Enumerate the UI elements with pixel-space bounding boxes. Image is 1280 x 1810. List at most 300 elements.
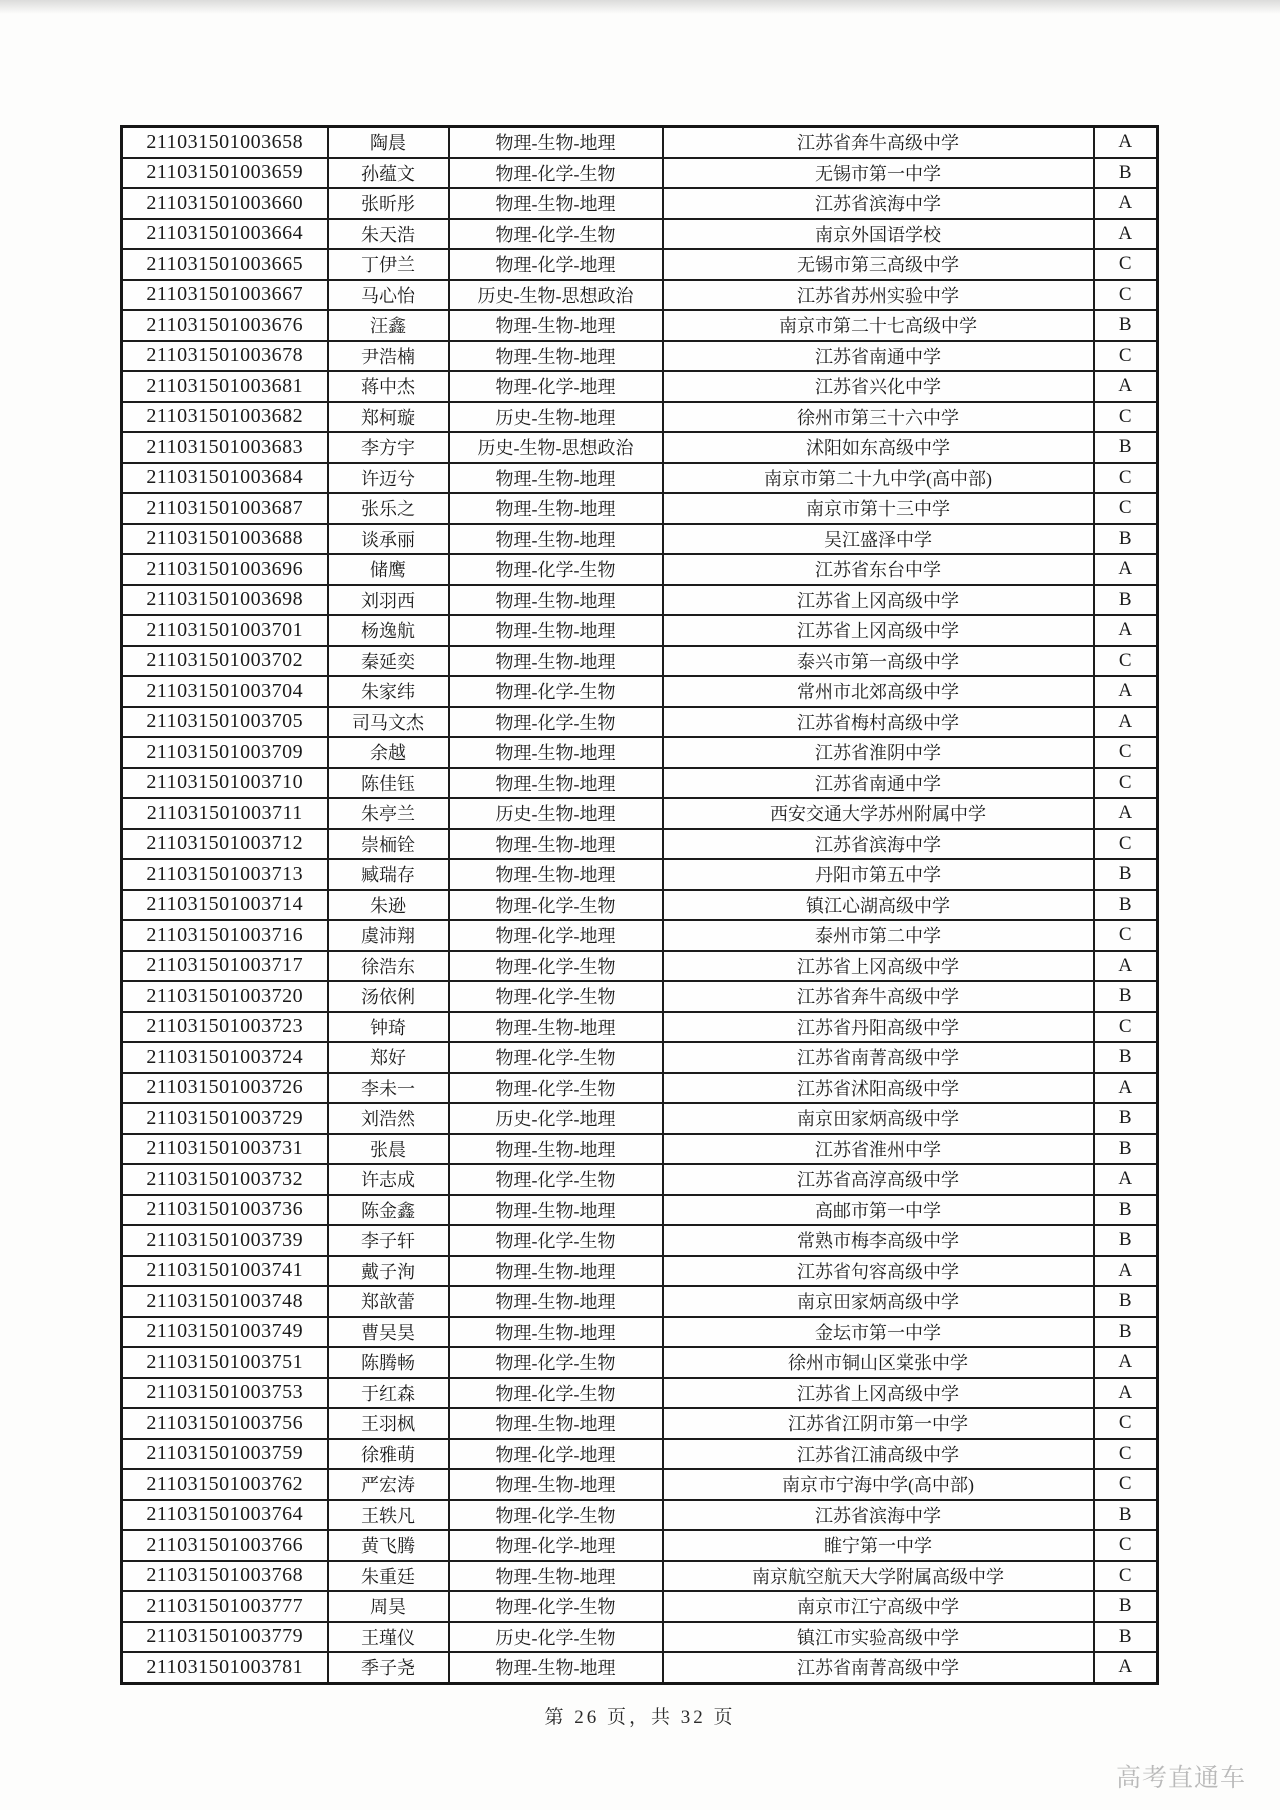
grade-cell: C	[1094, 1561, 1158, 1592]
candidate-name-cell: 周昊	[328, 1591, 449, 1622]
candidate-id-cell: 211031501003681	[122, 371, 328, 402]
school-name-cell: 睢宁第一中学	[663, 1530, 1094, 1561]
school-name-cell: 江苏省丹阳高级中学	[663, 1012, 1094, 1043]
grade-cell: A	[1094, 1256, 1158, 1287]
candidate-id-cell: 211031501003687	[122, 493, 328, 524]
school-name-cell: 江苏省滨海中学	[663, 188, 1094, 219]
school-name-cell: 常熟市梅李高级中学	[663, 1225, 1094, 1256]
subject-combination-cell: 物理-生物-地理	[449, 1195, 663, 1226]
grade-cell: B	[1094, 1591, 1158, 1622]
subject-combination-cell: 物理-生物-地理	[449, 310, 663, 341]
candidate-name-cell: 陈金鑫	[328, 1195, 449, 1226]
grade-cell: C	[1094, 1530, 1158, 1561]
table-row	[122, 1164, 1158, 1195]
school-name-cell: 南京市第十三中学	[663, 493, 1094, 524]
school-name-cell: 常州市北郊高级中学	[663, 676, 1094, 707]
subject-combination-cell: 物理-化学-地理	[449, 371, 663, 402]
candidate-name-cell: 朱家纬	[328, 676, 449, 707]
table-row	[122, 1225, 1158, 1256]
grade-cell: B	[1094, 981, 1158, 1012]
candidate-id-cell: 211031501003716	[122, 920, 328, 951]
candidate-name-cell: 郑好	[328, 1042, 449, 1073]
candidate-id-cell: 211031501003748	[122, 1286, 328, 1317]
school-name-cell: 江苏省滨海中学	[663, 1500, 1094, 1531]
candidate-name-cell: 孙蕴文	[328, 158, 449, 189]
table-row	[122, 890, 1158, 921]
candidate-id-cell: 211031501003658	[122, 127, 328, 158]
school-name-cell: 江苏省上冈高级中学	[663, 1378, 1094, 1409]
table-row	[122, 707, 1158, 738]
table-row	[122, 1134, 1158, 1165]
school-name-cell: 南京市第二十九中学(高中部)	[663, 463, 1094, 494]
table-row	[122, 829, 1158, 860]
candidate-name-cell: 余越	[328, 737, 449, 768]
table-row	[122, 1622, 1158, 1653]
candidate-name-cell: 郑歆蕾	[328, 1286, 449, 1317]
table-row	[122, 341, 1158, 372]
subject-combination-cell: 历史-生物-思想政治	[449, 432, 663, 463]
school-name-cell: 江苏省南通中学	[663, 341, 1094, 372]
school-name-cell: 江苏省东台中学	[663, 554, 1094, 585]
subject-combination-cell: 物理-化学-生物	[449, 1073, 663, 1104]
school-name-cell: 无锡市第三高级中学	[663, 249, 1094, 280]
table-row	[122, 219, 1158, 250]
candidate-id-cell: 211031501003704	[122, 676, 328, 707]
grade-cell: C	[1094, 402, 1158, 433]
table-row	[122, 554, 1158, 585]
candidate-id-cell: 211031501003777	[122, 1591, 328, 1622]
grade-cell: C	[1094, 463, 1158, 494]
watermark-text: 高考直通车	[1115, 1765, 1246, 1792]
table-row	[122, 768, 1158, 799]
subject-combination-cell: 物理-生物-地理	[449, 341, 663, 372]
table-row	[122, 1012, 1158, 1043]
candidate-name-cell: 李方宇	[328, 432, 449, 463]
candidate-id-cell: 211031501003667	[122, 280, 328, 311]
candidate-name-cell: 徐浩东	[328, 951, 449, 982]
candidate-id-cell: 211031501003729	[122, 1103, 328, 1134]
grade-cell: B	[1094, 310, 1158, 341]
school-name-cell: 南京市宁海中学(高中部)	[663, 1469, 1094, 1500]
candidate-id-cell: 211031501003731	[122, 1134, 328, 1165]
grade-cell: A	[1094, 1164, 1158, 1195]
grade-cell: B	[1094, 1286, 1158, 1317]
subject-combination-cell: 物理-生物-地理	[449, 127, 663, 158]
candidate-id-cell: 211031501003756	[122, 1408, 328, 1439]
table-row	[122, 127, 1158, 158]
grade-cell: C	[1094, 646, 1158, 677]
grade-cell: A	[1094, 188, 1158, 219]
subject-combination-cell: 物理-化学-生物	[449, 1347, 663, 1378]
table-row	[122, 1073, 1158, 1104]
table-row	[122, 1256, 1158, 1287]
candidate-name-cell: 季子尧	[328, 1652, 449, 1683]
school-name-cell: 江苏省上冈高级中学	[663, 585, 1094, 616]
candidate-id-cell: 211031501003678	[122, 341, 328, 372]
candidate-name-cell: 张乐之	[328, 493, 449, 524]
school-name-cell: 镇江市实验高级中学	[663, 1622, 1094, 1653]
school-name-cell: 高邮市第一中学	[663, 1195, 1094, 1226]
table-row	[122, 585, 1158, 616]
grade-cell: A	[1094, 1652, 1158, 1683]
school-name-cell: 江苏省南菁高级中学	[663, 1652, 1094, 1683]
school-name-cell: 江苏省南通中学	[663, 768, 1094, 799]
candidate-id-cell: 211031501003688	[122, 524, 328, 555]
school-name-cell: 江苏省淮阴中学	[663, 737, 1094, 768]
grade-cell: A	[1094, 798, 1158, 829]
candidate-name-cell: 钟琦	[328, 1012, 449, 1043]
grade-cell: C	[1094, 249, 1158, 280]
subject-combination-cell: 物理-化学-生物	[449, 707, 663, 738]
subject-combination-cell: 物理-化学-生物	[449, 554, 663, 585]
candidate-name-cell: 李未一	[328, 1073, 449, 1104]
table-row	[122, 310, 1158, 341]
candidate-id-cell: 211031501003726	[122, 1073, 328, 1104]
subject-combination-cell: 物理-化学-生物	[449, 676, 663, 707]
grade-cell: C	[1094, 493, 1158, 524]
candidate-id-cell: 211031501003664	[122, 219, 328, 250]
subject-combination-cell: 历史-生物-思想政治	[449, 280, 663, 311]
school-name-cell: 江苏省上冈高级中学	[663, 615, 1094, 646]
candidate-id-cell: 211031501003711	[122, 798, 328, 829]
table-row	[122, 463, 1158, 494]
subject-combination-cell: 物理-生物-地理	[449, 737, 663, 768]
candidate-name-cell: 丁伊兰	[328, 249, 449, 280]
candidate-name-cell: 臧瑞存	[328, 859, 449, 890]
grade-cell: C	[1094, 768, 1158, 799]
table-row	[122, 1652, 1158, 1683]
grade-cell: C	[1094, 1408, 1158, 1439]
candidate-id-cell: 211031501003717	[122, 951, 328, 982]
subject-combination-cell: 物理-生物-地理	[449, 1256, 663, 1287]
subject-combination-cell: 物理-化学-地理	[449, 249, 663, 280]
table-row	[122, 615, 1158, 646]
candidate-id-cell: 211031501003766	[122, 1530, 328, 1561]
school-name-cell: 江苏省奔牛高级中学	[663, 127, 1094, 158]
candidate-id-cell: 211031501003759	[122, 1439, 328, 1470]
candidate-name-cell: 尹浩楠	[328, 341, 449, 372]
table-row	[122, 432, 1158, 463]
candidate-name-cell: 司马文杰	[328, 707, 449, 738]
school-name-cell: 江苏省南菁高级中学	[663, 1042, 1094, 1073]
grade-cell: A	[1094, 1347, 1158, 1378]
grade-cell: C	[1094, 829, 1158, 860]
school-name-cell: 南京市第二十七高级中学	[663, 310, 1094, 341]
school-name-cell: 江苏省沭阳高级中学	[663, 1073, 1094, 1104]
grade-cell: B	[1094, 432, 1158, 463]
subject-combination-cell: 物理-生物-地理	[449, 1134, 663, 1165]
grade-cell: A	[1094, 1378, 1158, 1409]
subject-combination-cell: 物理-生物-地理	[449, 859, 663, 890]
candidate-name-cell: 陶晨	[328, 127, 449, 158]
school-name-cell: 江苏省淮州中学	[663, 1134, 1094, 1165]
subject-combination-cell: 物理-生物-地理	[449, 188, 663, 219]
candidate-id-cell: 211031501003779	[122, 1622, 328, 1653]
subject-combination-cell: 物理-化学-生物	[449, 1225, 663, 1256]
subject-combination-cell: 物理-化学-生物	[449, 1378, 663, 1409]
candidate-id-cell: 211031501003709	[122, 737, 328, 768]
grade-cell: C	[1094, 1469, 1158, 1500]
table-row	[122, 1103, 1158, 1134]
school-name-cell: 吴江盛泽中学	[663, 524, 1094, 555]
table-row	[122, 493, 1158, 524]
table-row	[122, 1500, 1158, 1531]
grade-cell: A	[1094, 951, 1158, 982]
school-name-cell: 江苏省高淳高级中学	[663, 1164, 1094, 1195]
subject-combination-cell: 物理-生物-地理	[449, 615, 663, 646]
candidate-name-cell: 朱逊	[328, 890, 449, 921]
school-name-cell: 丹阳市第五中学	[663, 859, 1094, 890]
candidate-name-cell: 许迈兮	[328, 463, 449, 494]
candidate-name-cell: 李子轩	[328, 1225, 449, 1256]
subject-combination-cell: 历史-化学-生物	[449, 1622, 663, 1653]
grade-cell: B	[1094, 1317, 1158, 1348]
school-name-cell: 江苏省奔牛高级中学	[663, 981, 1094, 1012]
subject-combination-cell: 物理-生物-地理	[449, 1317, 663, 1348]
candidate-name-cell: 马心怡	[328, 280, 449, 311]
subject-combination-cell: 物理-化学-地理	[449, 920, 663, 951]
subject-combination-cell: 物理-生物-地理	[449, 493, 663, 524]
candidate-id-cell: 211031501003764	[122, 1500, 328, 1531]
subject-combination-cell: 物理-生物-地理	[449, 463, 663, 494]
candidate-name-cell: 刘羽西	[328, 585, 449, 616]
school-name-cell: 南京航空航天大学附属高级中学	[663, 1561, 1094, 1592]
subject-combination-cell: 物理-化学-生物	[449, 158, 663, 189]
table-row	[122, 1317, 1158, 1348]
candidate-name-cell: 陈佳钰	[328, 768, 449, 799]
candidate-name-cell: 于红森	[328, 1378, 449, 1409]
school-name-cell: 江苏省江浦高级中学	[663, 1439, 1094, 1470]
grade-cell: B	[1094, 585, 1158, 616]
subject-combination-cell: 物理-化学-地理	[449, 1439, 663, 1470]
candidate-id-cell: 211031501003739	[122, 1225, 328, 1256]
candidate-id-cell: 211031501003702	[122, 646, 328, 677]
candidate-name-cell: 秦延奕	[328, 646, 449, 677]
candidate-id-cell: 211031501003660	[122, 188, 328, 219]
school-name-cell: 南京田家炳高级中学	[663, 1103, 1094, 1134]
table-row	[122, 280, 1158, 311]
school-name-cell: 江苏省梅村高级中学	[663, 707, 1094, 738]
grade-cell: B	[1094, 1225, 1158, 1256]
table-row	[122, 1561, 1158, 1592]
candidate-name-cell: 黄飞腾	[328, 1530, 449, 1561]
table-row	[122, 737, 1158, 768]
grade-cell: A	[1094, 615, 1158, 646]
subject-combination-cell: 物理-生物-地理	[449, 1561, 663, 1592]
candidate-name-cell: 杨逸航	[328, 615, 449, 646]
school-name-cell: 江苏省滨海中学	[663, 829, 1094, 860]
candidate-name-cell: 王羽枫	[328, 1408, 449, 1439]
subject-combination-cell: 物理-生物-地理	[449, 1652, 663, 1683]
subject-combination-cell: 物理-化学-生物	[449, 981, 663, 1012]
subject-combination-cell: 物理-生物-地理	[449, 1469, 663, 1500]
candidate-id-cell: 211031501003676	[122, 310, 328, 341]
table-row	[122, 524, 1158, 555]
school-name-cell: 南京田家炳高级中学	[663, 1286, 1094, 1317]
candidate-name-cell: 储鹰	[328, 554, 449, 585]
candidate-name-cell: 刘浩然	[328, 1103, 449, 1134]
table-row	[122, 676, 1158, 707]
table-row	[122, 1591, 1158, 1622]
candidate-name-cell: 崇栭铨	[328, 829, 449, 860]
grade-cell: C	[1094, 280, 1158, 311]
table-row	[122, 981, 1158, 1012]
candidate-id-cell: 211031501003768	[122, 1561, 328, 1592]
subject-combination-cell: 物理-化学-生物	[449, 219, 663, 250]
table-row	[122, 951, 1158, 982]
grade-cell: C	[1094, 737, 1158, 768]
grade-cell: A	[1094, 1073, 1158, 1104]
subject-combination-cell: 物理-化学-生物	[449, 1591, 663, 1622]
table-row	[122, 859, 1158, 890]
subject-combination-cell: 物理-化学-生物	[449, 1164, 663, 1195]
grade-cell: C	[1094, 1012, 1158, 1043]
school-name-cell: 南京市江宁高级中学	[663, 1591, 1094, 1622]
candidate-id-cell: 211031501003665	[122, 249, 328, 280]
grade-cell: B	[1094, 1103, 1158, 1134]
subject-combination-cell: 历史-生物-地理	[449, 798, 663, 829]
grade-cell: A	[1094, 219, 1158, 250]
candidate-name-cell: 蒋中杰	[328, 371, 449, 402]
table-row	[122, 188, 1158, 219]
grade-cell: C	[1094, 920, 1158, 951]
candidate-name-cell: 陈腾畅	[328, 1347, 449, 1378]
subject-combination-cell: 物理-生物-地理	[449, 1408, 663, 1439]
candidate-name-cell: 张晨	[328, 1134, 449, 1165]
subject-combination-cell: 物理-化学-生物	[449, 1042, 663, 1073]
subject-combination-cell: 物理-生物-地理	[449, 768, 663, 799]
grade-cell: B	[1094, 524, 1158, 555]
page-number-footer: 第 26 页，共 32 页	[544, 1707, 736, 1728]
candidate-id-cell: 211031501003714	[122, 890, 328, 921]
table-row	[122, 920, 1158, 951]
grade-cell: B	[1094, 1500, 1158, 1531]
subject-combination-cell: 物理-化学-生物	[449, 951, 663, 982]
results-table	[120, 125, 1159, 1685]
candidate-id-cell: 211031501003762	[122, 1469, 328, 1500]
school-name-cell: 徐州市铜山区棠张中学	[663, 1347, 1094, 1378]
candidate-name-cell: 朱亭兰	[328, 798, 449, 829]
candidate-id-cell: 211031501003684	[122, 463, 328, 494]
school-name-cell: 泰州市第二中学	[663, 920, 1094, 951]
subject-combination-cell: 物理-生物-地理	[449, 524, 663, 555]
table-row	[122, 1286, 1158, 1317]
grade-cell: A	[1094, 676, 1158, 707]
grade-cell: A	[1094, 371, 1158, 402]
table-row	[122, 646, 1158, 677]
grade-cell: B	[1094, 158, 1158, 189]
grade-cell: B	[1094, 859, 1158, 890]
table-row	[122, 371, 1158, 402]
candidate-id-cell: 211031501003712	[122, 829, 328, 860]
candidate-name-cell: 王瑾仪	[328, 1622, 449, 1653]
candidate-name-cell: 朱天浩	[328, 219, 449, 250]
school-name-cell: 江苏省苏州实验中学	[663, 280, 1094, 311]
subject-combination-cell: 物理-化学-生物	[449, 890, 663, 921]
candidate-name-cell: 虞沛翔	[328, 920, 449, 951]
table-row	[122, 158, 1158, 189]
subject-combination-cell: 历史-生物-地理	[449, 402, 663, 433]
table-row	[122, 1378, 1158, 1409]
school-name-cell: 镇江心湖高级中学	[663, 890, 1094, 921]
candidate-id-cell: 211031501003732	[122, 1164, 328, 1195]
school-name-cell: 南京外国语学校	[663, 219, 1094, 250]
subject-combination-cell: 物理-生物-地理	[449, 1286, 663, 1317]
grade-cell: B	[1094, 1195, 1158, 1226]
candidate-id-cell: 211031501003749	[122, 1317, 328, 1348]
table-row	[122, 1530, 1158, 1561]
grade-cell: C	[1094, 341, 1158, 372]
candidate-id-cell: 211031501003753	[122, 1378, 328, 1409]
candidate-name-cell: 郑柯璇	[328, 402, 449, 433]
candidate-id-cell: 211031501003713	[122, 859, 328, 890]
candidate-id-cell: 211031501003781	[122, 1652, 328, 1683]
table-row	[122, 1042, 1158, 1073]
table-row	[122, 798, 1158, 829]
grade-cell: B	[1094, 1134, 1158, 1165]
school-name-cell: 徐州市第三十六中学	[663, 402, 1094, 433]
candidate-id-cell: 211031501003701	[122, 615, 328, 646]
grade-cell: A	[1094, 127, 1158, 158]
candidate-id-cell: 211031501003736	[122, 1195, 328, 1226]
candidate-id-cell: 211031501003720	[122, 981, 328, 1012]
grade-cell: B	[1094, 1042, 1158, 1073]
table-row	[122, 1195, 1158, 1226]
school-name-cell: 沭阳如东高级中学	[663, 432, 1094, 463]
candidate-id-cell: 211031501003705	[122, 707, 328, 738]
school-name-cell: 泰兴市第一高级中学	[663, 646, 1094, 677]
candidate-name-cell: 曹吴昊	[328, 1317, 449, 1348]
candidate-name-cell: 朱重廷	[328, 1561, 449, 1592]
school-name-cell: 西安交通大学苏州附属中学	[663, 798, 1094, 829]
subject-combination-cell: 物理-化学-生物	[449, 1500, 663, 1531]
candidate-id-cell: 211031501003724	[122, 1042, 328, 1073]
school-name-cell: 江苏省兴化中学	[663, 371, 1094, 402]
candidate-name-cell: 王轶凡	[328, 1500, 449, 1531]
school-name-cell: 江苏省句容高级中学	[663, 1256, 1094, 1287]
table-row	[122, 1469, 1158, 1500]
table-row	[122, 249, 1158, 280]
school-name-cell: 江苏省江阴市第一中学	[663, 1408, 1094, 1439]
candidate-id-cell: 211031501003698	[122, 585, 328, 616]
subject-combination-cell: 物理-化学-地理	[449, 1530, 663, 1561]
table-row	[122, 1347, 1158, 1378]
subject-combination-cell: 物理-生物-地理	[449, 1012, 663, 1043]
candidate-id-cell: 211031501003659	[122, 158, 328, 189]
candidate-id-cell: 211031501003682	[122, 402, 328, 433]
candidate-id-cell: 211031501003710	[122, 768, 328, 799]
candidate-name-cell: 许志成	[328, 1164, 449, 1195]
candidate-id-cell: 211031501003751	[122, 1347, 328, 1378]
school-name-cell: 金坛市第一中学	[663, 1317, 1094, 1348]
grade-cell: B	[1094, 890, 1158, 921]
candidate-name-cell: 汪鑫	[328, 310, 449, 341]
table-row	[122, 402, 1158, 433]
candidate-name-cell: 谈承丽	[328, 524, 449, 555]
grade-cell: A	[1094, 707, 1158, 738]
table-row	[122, 1408, 1158, 1439]
school-name-cell: 江苏省上冈高级中学	[663, 951, 1094, 982]
subject-combination-cell: 物理-生物-地理	[449, 585, 663, 616]
candidate-name-cell: 严宏涛	[328, 1469, 449, 1500]
candidate-name-cell: 戴子洵	[328, 1256, 449, 1287]
grade-cell: B	[1094, 1622, 1158, 1653]
candidate-id-cell: 211031501003723	[122, 1012, 328, 1043]
school-name-cell: 无锡市第一中学	[663, 158, 1094, 189]
subject-combination-cell: 历史-化学-地理	[449, 1103, 663, 1134]
table-row	[122, 1439, 1158, 1470]
candidate-name-cell: 汤依俐	[328, 981, 449, 1012]
